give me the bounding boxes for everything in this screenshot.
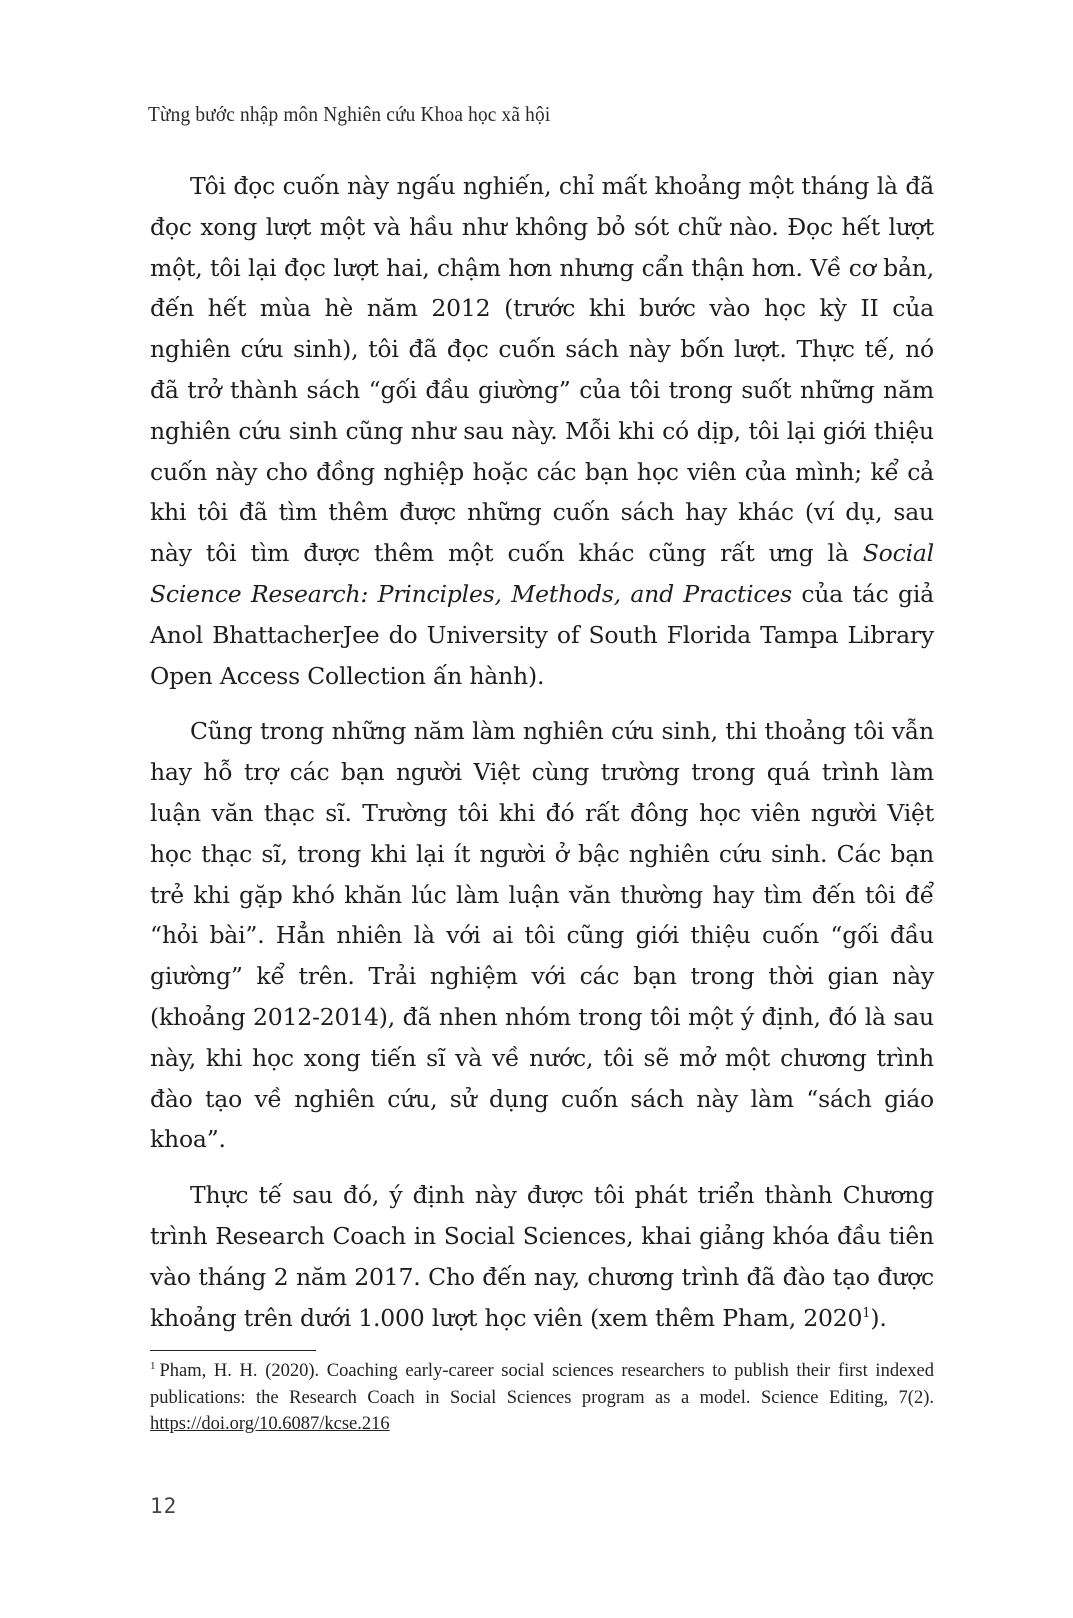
book-title: Social Science Research: Principles, Methods, and Practices: [150, 539, 934, 608]
footnote-reference[interactable]: 1: [862, 1305, 871, 1321]
paragraph-1: [150, 166, 934, 696]
footnote-1: [150, 1358, 934, 1438]
body-text: [150, 166, 934, 1353]
footnotes: [150, 1358, 934, 1438]
paragraph-3-text-a: Thực tế sau đó, ý định này được tôi phát triển thành Chương trình Research Coach in Social Sciences, khai giảng khóa đầu tiên vào tháng 2 năm 2017. Cho đến nay, chương trình đã đào tạo được khoảng trên dưới 1.000 lượt học viên (xem thêm Pham, 2020: [150, 1181, 934, 1332]
paragraph-1-text-b: của tác giả Anol BhattacherJee do University of South Florida Tampa Library Open Access Collection ấn hành).: [150, 579, 934, 690]
footnote-divider: [150, 1350, 316, 1351]
doi-link[interactable]: https://doi.org/10.6087/kcse.216: [150, 1414, 390, 1434]
page-number: 12: [150, 1494, 178, 1518]
paragraph-1-text-a: Tôi đọc cuốn này ngấu nghiến, chỉ mất khoảng một tháng là đã đọc xong lượt một và hầu như không bỏ sót chữ nào. Đọc hết lượt một, tôi lại đọc lượt hai, chậm hơn nhưng cẩn thận hơn. Về cơ bản, đến hết mùa hè năm 2012 (trước khi bước vào học kỳ II của nghiên cứu sinh), tôi đã đọc cuốn sách này bốn lượt. Thực tế, nó đã trở thành sách “gối đầu giường” của tôi trong suốt những năm nghiên cứu sinh cũng như sau này. Mỗi khi có dịp, tôi lại giới thiệu cuốn này cho đồng nghiệp hoặc các bạn học viên của mình; kể cả khi tôi đã tìm thêm được những cuốn sách hay khác (ví dụ, sau này tôi tìm được thêm một cuốn khác cũng rất ưng là: [150, 172, 934, 568]
running-header: Từng bước nhập môn Nghiên cứu Khoa học xã hội: [148, 102, 551, 126]
paragraph-2: Cũng trong những năm làm nghiên cứu sinh, thi thoảng tôi vẫn hay hỗ trợ các bạn người Việt cùng trường trong quá trình làm luận văn thạc sĩ. Trường tôi khi đó rất đông học viên người Việt học thạc sĩ, trong khi lại ít người ở bậc nghiên cứu sinh. Các bạn trẻ khi gặp khó khăn lúc làm luận văn thường hay tìm đến tôi để “hỏi bài”. Hẳn nhiên là với ai tôi cũng giới thiệu cuốn “gối đầu giường” kể trên. Trải nghiệm với các bạn trong thời gian này (khoảng 2012-2014), đã nhen nhóm trong tôi một ý định, đó là sau này, khi học xong tiến sĩ và về nước, tôi sẽ mở một chương trình đào tạo về nghiên cứu, sử dụng cuốn sách này làm “sách giáo khoa”.: [150, 717, 934, 1154]
paragraph-3-text-b: ).: [870, 1303, 887, 1332]
footnote-marker: 1: [150, 1359, 156, 1372]
footnote-text: Pham, H. H. (2020). Coaching early-career social sciences researchers to publish their first indexed publications: the Research Coach in Social Sciences program as a model. Science Editing, 7(2).: [150, 1361, 934, 1408]
paragraph-3: [150, 1175, 934, 1338]
